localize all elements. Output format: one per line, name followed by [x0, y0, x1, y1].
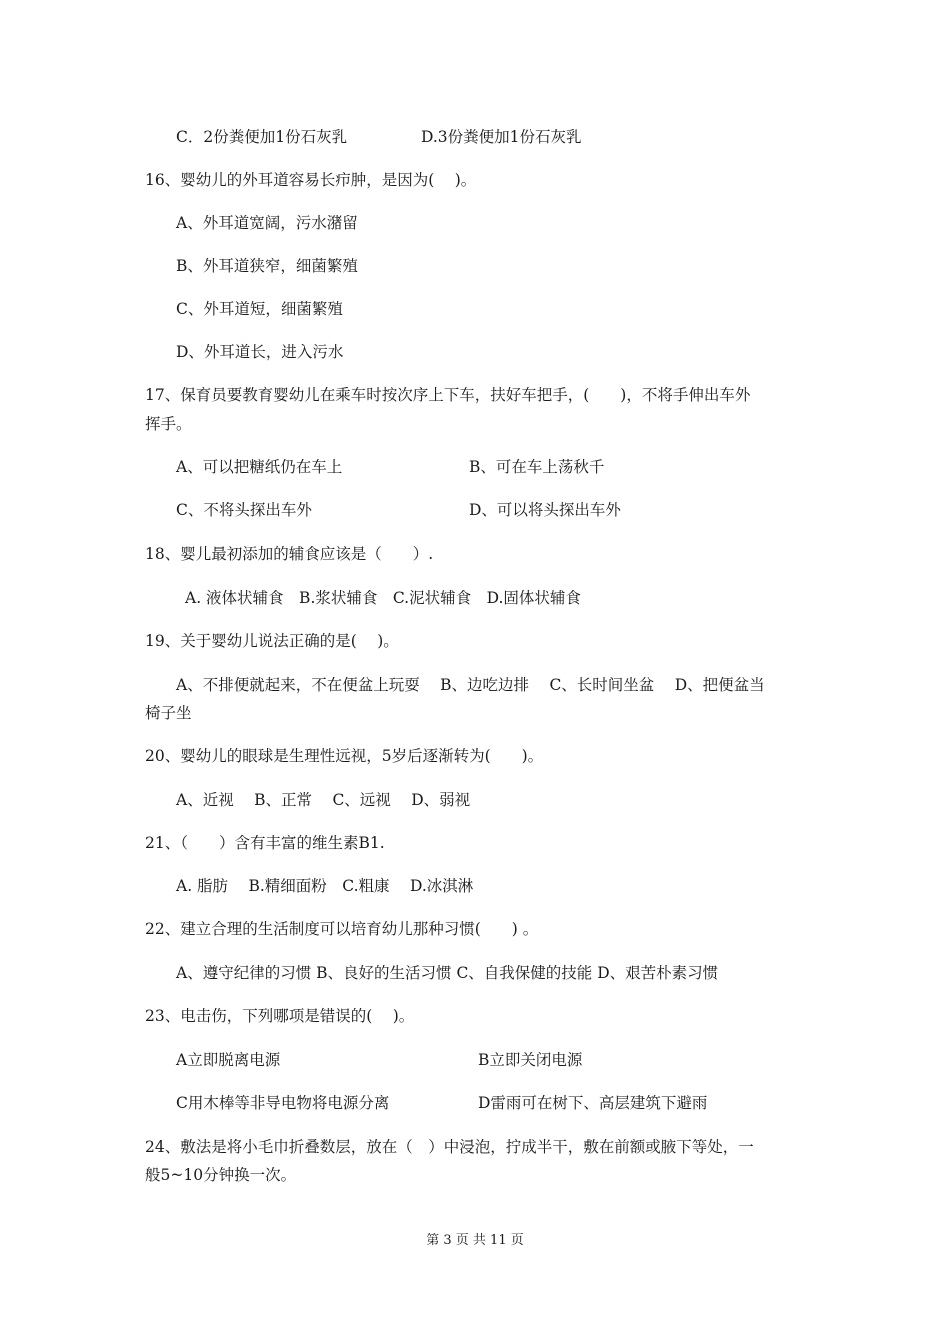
question-20: 20、婴幼儿的眼球是生理性远视，5岁后逐渐转为( )。 [145, 747, 544, 765]
option-line: A、不排便就起来，不在便盆上玩耍 B、边吃边排 C、长时间坐盆 D、把便盆当 [176, 676, 765, 694]
option-line-continued: 椅子坐 [145, 704, 192, 722]
question-22: 22、建立合理的生活制度可以培育幼儿那种习惯( ) 。 [145, 920, 539, 938]
option-line: D雷雨可在树下、高层建筑下避雨 [478, 1094, 708, 1112]
option-line: C用木棒等非导电物将电源分离 [176, 1094, 390, 1112]
option-line: B、可在车上荡秋千 [469, 458, 605, 476]
option-line: A、外耳道宽阔，污水潴留 [176, 214, 358, 232]
option-line: A. 脂肪 B.精细面粉 C.粗康 D.冰淇淋 [176, 877, 474, 895]
option-line: A、遵守纪律的习惯 B、良好的生活习惯 C、自我保健的技能 D、艰苦朴素习惯 [176, 964, 719, 982]
question-24: 24、敷法是将小毛巾折叠数层，放在（ ）中浸泡，拧成半干，敷在前额或腋下等处，一 [145, 1138, 754, 1156]
question-17: 17、保育员要教育婴幼儿在乘车时按次序上下车，扶好车把手，( )，不将手伸出车外 [145, 386, 751, 404]
option-line: A、近视 B、正常 C、远视 D、弱视 [176, 791, 471, 809]
option-line: A、可以把糖纸仍在车上 [176, 458, 343, 476]
option-line: C、不将头探出车外 [176, 501, 312, 519]
question-17-continued: 挥手。 [145, 415, 192, 433]
question-19: 19、关于婴幼儿说法正确的是( )。 [145, 632, 399, 650]
option-line: C、外耳道短，细菌繁殖 [176, 300, 343, 318]
option-line: A立即脱离电源 [176, 1051, 281, 1069]
option-line: D、可以将头探出车外 [469, 501, 621, 519]
question-24-continued: 般5~10分钟换一次。 [145, 1166, 297, 1184]
option-line: B、外耳道狭窄，细菌繁殖 [176, 257, 358, 275]
question-23: 23、电击伤，下列哪项是错误的( )。 [145, 1007, 415, 1025]
question-16: 16、婴幼儿的外耳道容易长疖肿，是因为( )。 [145, 171, 477, 189]
option-line: C．2份粪便加1份石灰乳 [176, 128, 348, 146]
option-line: A. 液体状辅食 B.浆状辅食 C.泥状辅食 D.固体状辅食 [185, 589, 581, 607]
page-footer: 第 3 页 共 11 页 [426, 1233, 524, 1248]
option-line: D、外耳道长，进入污水 [176, 343, 344, 361]
question-18: 18、婴儿最初添加的辅食应该是（ ）. [145, 545, 434, 563]
option-line: D.3份粪便加1份石灰乳 [421, 128, 582, 146]
question-21: 21、（ ）含有丰富的维生素B1. [145, 834, 385, 852]
option-line: B立即关闭电源 [478, 1051, 583, 1069]
